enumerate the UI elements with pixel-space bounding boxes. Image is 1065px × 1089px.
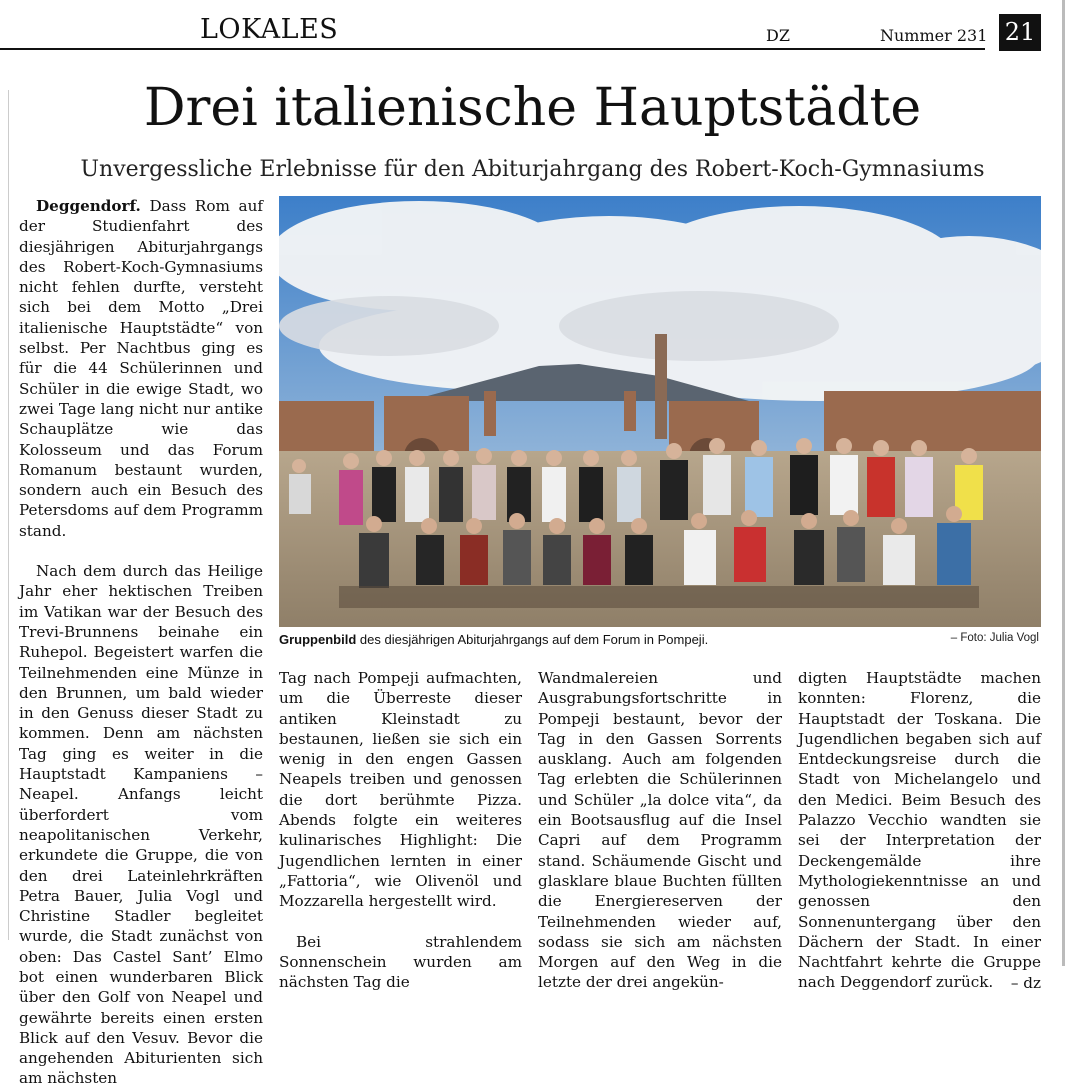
- photo-credit: – Foto: Julia Vogl: [950, 632, 1039, 644]
- article-headline: Drei italienische Hauptstädte: [143, 78, 922, 138]
- author-signature: – dz: [1010, 973, 1041, 992]
- issue-number: Nummer 231: [880, 26, 988, 45]
- paragraph-5: Wandmalereien und Ausgrabungsfortschritte in Pompeji bestaunt, bevor der Tag in den Gassen Sorrents ausklang. Auch am folgenden Tag erlebten die Schülerinnen und Schüler „la dolce vita“, da ein Bootsausflug auf die Insel Capri auf dem Programm stand. Schäumende Gischt und glasklare blaue Buchten füllten die Energiereserven der Teilnehmenden wieder auf, sodass sie sich am nächsten Morgen auf den Weg in die letzte der drei angekün-: [538, 669, 782, 992]
- paragraph-3: Tag nach Pompeji aufmachten, um die Überreste dieser antiken Kleinstadt zu bestaunen, ließen sie sich ein wenig in den engen Gassen Neapels treiben und genossen die dort berühmte Pizza. Abends folgte ein weiteres kulinarisches Highlight: Die Jugendlichen lernten in einer „Fattoria“, wie Olivenöl und Mozzarella hergestellt wird.: [279, 669, 522, 911]
- caption-text: des diesjährigen Abiturjahrgangs auf dem Forum in Pompeji.: [356, 632, 709, 647]
- dateline: Deggendorf.: [36, 197, 141, 215]
- paragraph-1-text: Dass Rom auf der Studienfahrt des diesjährigen Abiturjahrgangs des Robert-Koch-Gymnasiums nicht fehlen durfte, versteht sich bei dem Motto „Drei italienische Hauptstädte“ von selbst. Per Nachtbus ging es für die 44 Schülerinnen und Schüler in die ewige Stadt, wo zwei Tage lang nicht nur antike Schauplätze wie das Kolosseum und das Forum Romanum bestaunt wurden, sondern auch ein Besuch des Petersdoms auf dem Programm stand.: [19, 197, 263, 540]
- article-column-2: [279, 668, 522, 992]
- section-title: LOKALES: [200, 14, 339, 45]
- paragraph-2: Nach dem durch das Heilige Jahr eher hektischen Treiben im Vatikan war der Besuch des Trevi-Brunnens beinahe ein Ruhepol. Begeistert warfen die Teilnehmenden eine Münze in den Brunnen, um bald wieder in den Genuss dieser Stadt zu kommen. Denn am nächsten Tag ging es weiter in die Hauptstadt Kampaniens – Neapel. Anfangs leicht überfordert vom neapolitanischen Verkehr, erkundete die Gruppe, die von den drei Lateinlehrkräften Petra Bauer, Julia Vogl und Christine Stadler begleitet wurde, die Stadt zunächst von oben: Das Castel Sant’ Elmo bot einen wunderbaren Blick über den Golf von Neapel und gewährte bereits einen ersten Blick auf den Vesuv. Bevor die angehenden Abiturienten sich am nächsten: [19, 562, 263, 1088]
- article-column-3: [538, 668, 782, 993]
- newspaper-abbreviation: DZ: [766, 26, 790, 45]
- page-number: 21: [999, 14, 1041, 51]
- column-edge-line: [8, 90, 9, 940]
- paragraph-6: digten Hauptstädte machen konnten: Florenz, die Hauptstadt der Toskana. Die Jugendlichen begaben sich auf Entdeckungsreise durch die Stadt von Michelangelo und den Medici. Beim Besuch des Palazzo Vecchio wandten sie sei der Interpretation der Deckengemälde ihre Mythologiekenntnisse an und genossen den Sonnenuntergang über den Dächern der Stadt. In einer Nachtfahrt kehrte die Gruppe nach Deggendorf zurück.: [798, 669, 1041, 992]
- paragraph-intro: [19, 196, 263, 541]
- article-column-1: [19, 196, 263, 1089]
- article-column-4: [798, 668, 1041, 993]
- group-photo: [279, 196, 1041, 627]
- photo-caption: [279, 632, 1041, 647]
- article-subheadline: Unvergessliche Erlebnisse für den Abiturjahrgang des Robert-Koch-Gymnasiums: [80, 157, 985, 182]
- header-rule: [0, 48, 985, 50]
- caption-lead: Gruppenbild: [279, 632, 357, 647]
- paragraph-4: Bei strahlendem Sonnenschein wurden am nächsten Tag die: [279, 932, 522, 992]
